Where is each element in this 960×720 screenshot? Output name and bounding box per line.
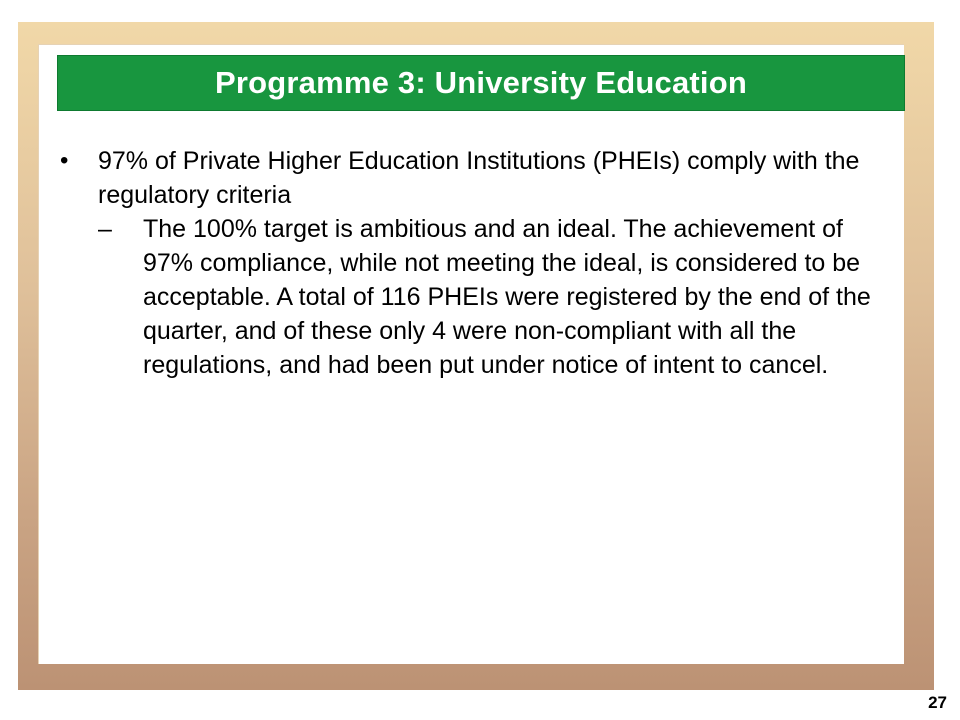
slide-body bbox=[60, 144, 880, 382]
bullet-marker: • bbox=[60, 147, 69, 174]
page-number: 27 bbox=[928, 693, 947, 712]
slide-title: Programme 3: University Education bbox=[214, 65, 748, 100]
sub-bullet-marker: – bbox=[98, 215, 112, 243]
sub-bullet-item bbox=[98, 212, 880, 382]
title-bar bbox=[57, 55, 905, 111]
sub-bullet-text: The 100% target is ambitious and an ideal. The achievement of 97% compliance, while not meeting the ideal, is considered to be acceptable. A total of 116 PHEIs were registered by the end of the quarter, and of these only 4 were non-compliant with all the regulations, and had been put under notice of intent to cancel. bbox=[143, 215, 871, 379]
bullet-text: 97% of Private Higher Education Institutions (PHEIs) comply with the regulatory criteria bbox=[98, 147, 860, 209]
bullet-item bbox=[60, 144, 880, 212]
